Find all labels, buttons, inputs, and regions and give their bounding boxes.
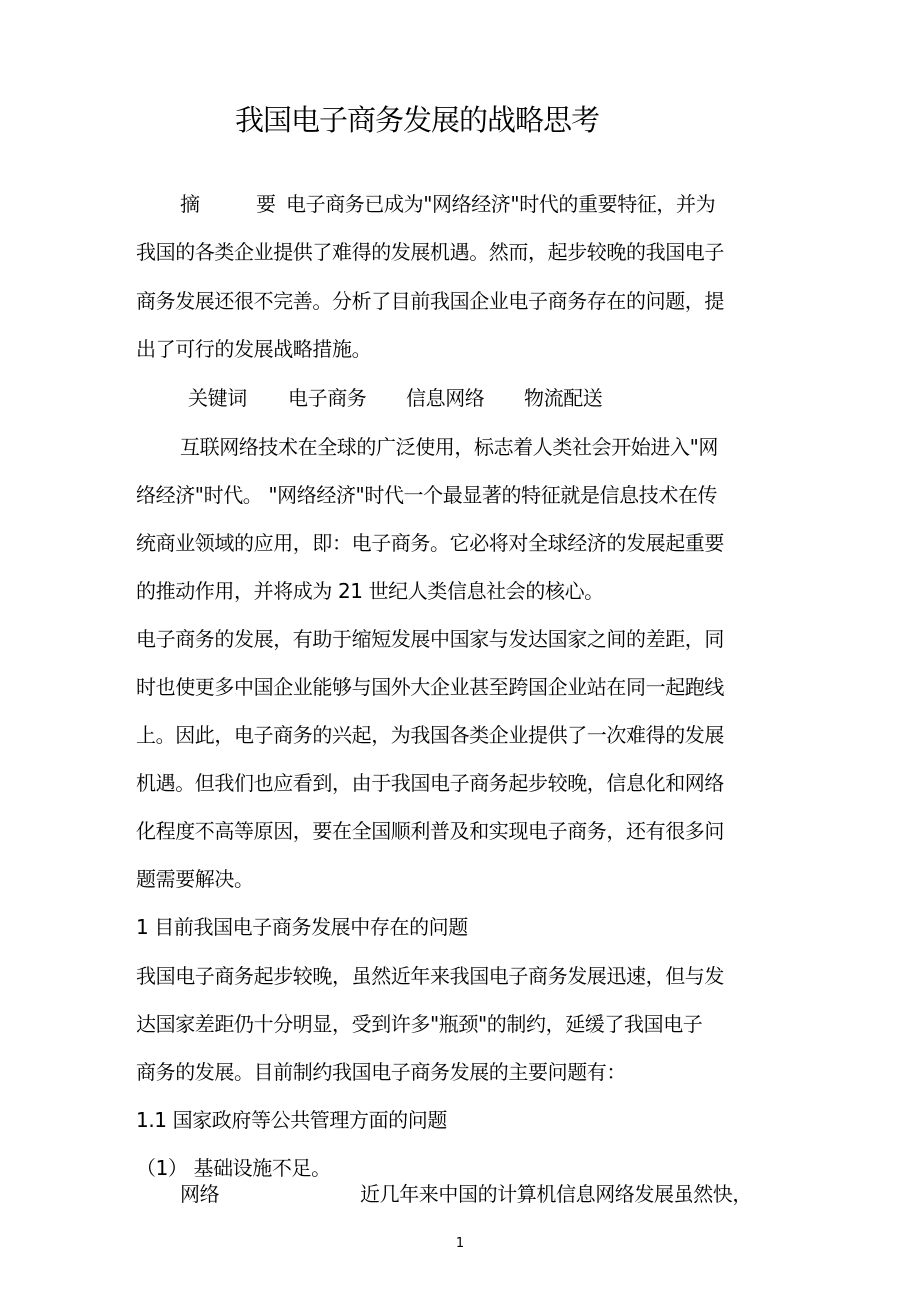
keywords-label: 关键词 — [188, 386, 247, 410]
para2-line-4: 机遇。但我们也应看到，由于我国电子商务起步较晚，信息化和网络 — [136, 771, 724, 795]
para2-line-6: 题需要解决。 — [136, 867, 254, 891]
keyword-3: 物流配送 — [524, 386, 603, 410]
keywords-line — [188, 384, 602, 412]
abstract-label: 摘 要 — [180, 192, 294, 216]
intro-line-2: 络经济"时代。 "网络经济"时代一个最显著的特征就是信息技术在传 — [136, 483, 718, 507]
item1-label: （1） 基础设施不足。 — [136, 1156, 331, 1180]
abstract-line-2: 我国的各类企业提供了难得的发展机遇。然而，起步较晚的我国电子 — [136, 240, 724, 264]
item1-left-text: 网络 — [180, 1182, 220, 1206]
section1-line-3: 商务的发展。目前制约我国电子商务发展的主要问题有： — [136, 1060, 626, 1084]
para2-line-3: 上。因此，电子商务的兴起，为我国各类企业提供了一次难得的发展 — [136, 723, 724, 747]
abstract-text-1: 电子商务已成为"网络经济"时代的重要特征，并为 — [286, 192, 716, 216]
intro-line-1: 互联网络技术在全球的广泛使用，标志着人类社会开始进入"网 — [180, 435, 718, 459]
item1-right-text: 近几年来中国的计算机信息网络发展虽然快， — [360, 1182, 752, 1206]
section1-heading: 1 目前我国电子商务发展中存在的问题 — [136, 915, 468, 939]
intro-line-3: 统商业领域的应用，即：电子商务。它必将对全球经济的发展起重要 — [136, 531, 724, 555]
abstract-line-4: 出了可行的发展战略措施。 — [136, 337, 372, 361]
page-number: 1 — [455, 1236, 465, 1251]
para2-line-2: 时也使更多中国企业能够与国外大企业甚至跨国企业站在同一起跑线 — [136, 675, 724, 699]
keyword-2: 信息网络 — [406, 386, 485, 410]
keyword-1: 电子商务 — [288, 386, 367, 410]
section1-1-heading: 1.1 国家政府等公共管理方面的问题 — [136, 1108, 447, 1132]
para2-line-5: 化程度不高等原因，要在全国顺利普及和实现电子商务，还有很多问 — [136, 819, 724, 843]
abstract-line-3: 商务发展还很不完善。分析了目前我国企业电子商务存在的问题，提 — [136, 289, 724, 313]
document-title: 我国电子商务发展的战略思考 — [234, 103, 599, 137]
intro-line-4: 的推动作用，并将成为 21 世纪人类信息社会的核心。 — [136, 579, 604, 603]
para2-line-1: 电子商务的发展，有助于缩短发展中国家与发达国家之间的差距，同 — [136, 627, 724, 651]
abstract-line-1 — [180, 190, 715, 218]
section1-line-1: 我国电子商务起步较晚，虽然近年来我国电子商务发展迅速，但与发 — [136, 964, 724, 988]
section1-line-2: 达国家差距仍十分明显，受到许多"瓶颈"的制约，延缓了我国电子 — [136, 1012, 703, 1036]
